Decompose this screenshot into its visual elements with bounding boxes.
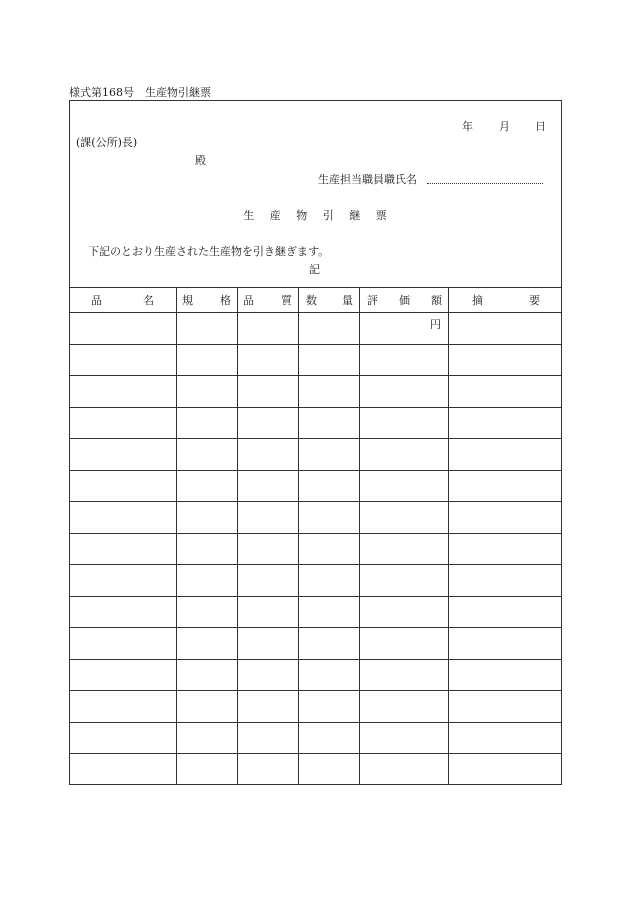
- date-year-label: 年: [462, 120, 473, 133]
- table-row-line: [69, 375, 562, 376]
- ki-label: 記: [309, 263, 320, 276]
- header-hinmei: 品 名: [91, 293, 154, 307]
- officer-name-field[interactable]: [427, 183, 543, 184]
- column-divider: [448, 287, 449, 785]
- header-separator: [69, 312, 562, 313]
- table-row-line: [69, 596, 562, 597]
- table-row-line: [69, 659, 562, 660]
- table-row-line: [69, 438, 562, 439]
- recipient-honorific: 殿: [195, 154, 206, 167]
- title-char: 産: [269, 209, 281, 222]
- title-char: 生: [243, 209, 255, 222]
- header-kikaku: 規 格: [182, 293, 231, 307]
- table-row-line: [69, 501, 562, 502]
- form-number-label: 様式第168号 生産物引継票: [69, 86, 211, 99]
- column-divider: [298, 287, 299, 785]
- statement-text: 下記のとおり生産された生産物を引き継ぎます。: [88, 245, 330, 258]
- title-char: 継: [349, 209, 361, 222]
- header-hyokagaku: 評 価 額: [367, 293, 442, 307]
- header-tekiyo: 摘 要: [472, 293, 540, 307]
- header-suryo: 数 量: [306, 293, 353, 307]
- officer-name-label: 生産担当職員職氏名: [318, 173, 417, 186]
- table-row-line: [69, 690, 562, 691]
- title-char: 票: [375, 209, 387, 222]
- table-row-line: [69, 470, 562, 471]
- table-row-line: [69, 627, 562, 628]
- form-frame: [69, 100, 562, 785]
- table-row-line: [69, 722, 562, 723]
- date-month-label: 月: [499, 120, 510, 133]
- title-char: 引: [322, 209, 334, 222]
- header-hinshitsu: 品 質: [243, 293, 292, 307]
- column-divider: [176, 287, 177, 785]
- recipient-title: (課(公所)長): [76, 136, 138, 149]
- column-divider: [237, 287, 238, 785]
- document-title: [0, 207, 630, 223]
- table-row-line: [69, 344, 562, 345]
- table-row-line: [69, 407, 562, 408]
- table-row-line: [69, 533, 562, 534]
- column-divider: [359, 287, 360, 785]
- yen-unit-label: 円: [430, 318, 441, 331]
- table-row-line: [69, 564, 562, 565]
- title-char: 物: [296, 209, 308, 222]
- date-day-label: 日: [535, 120, 546, 133]
- table-row-line: [69, 753, 562, 754]
